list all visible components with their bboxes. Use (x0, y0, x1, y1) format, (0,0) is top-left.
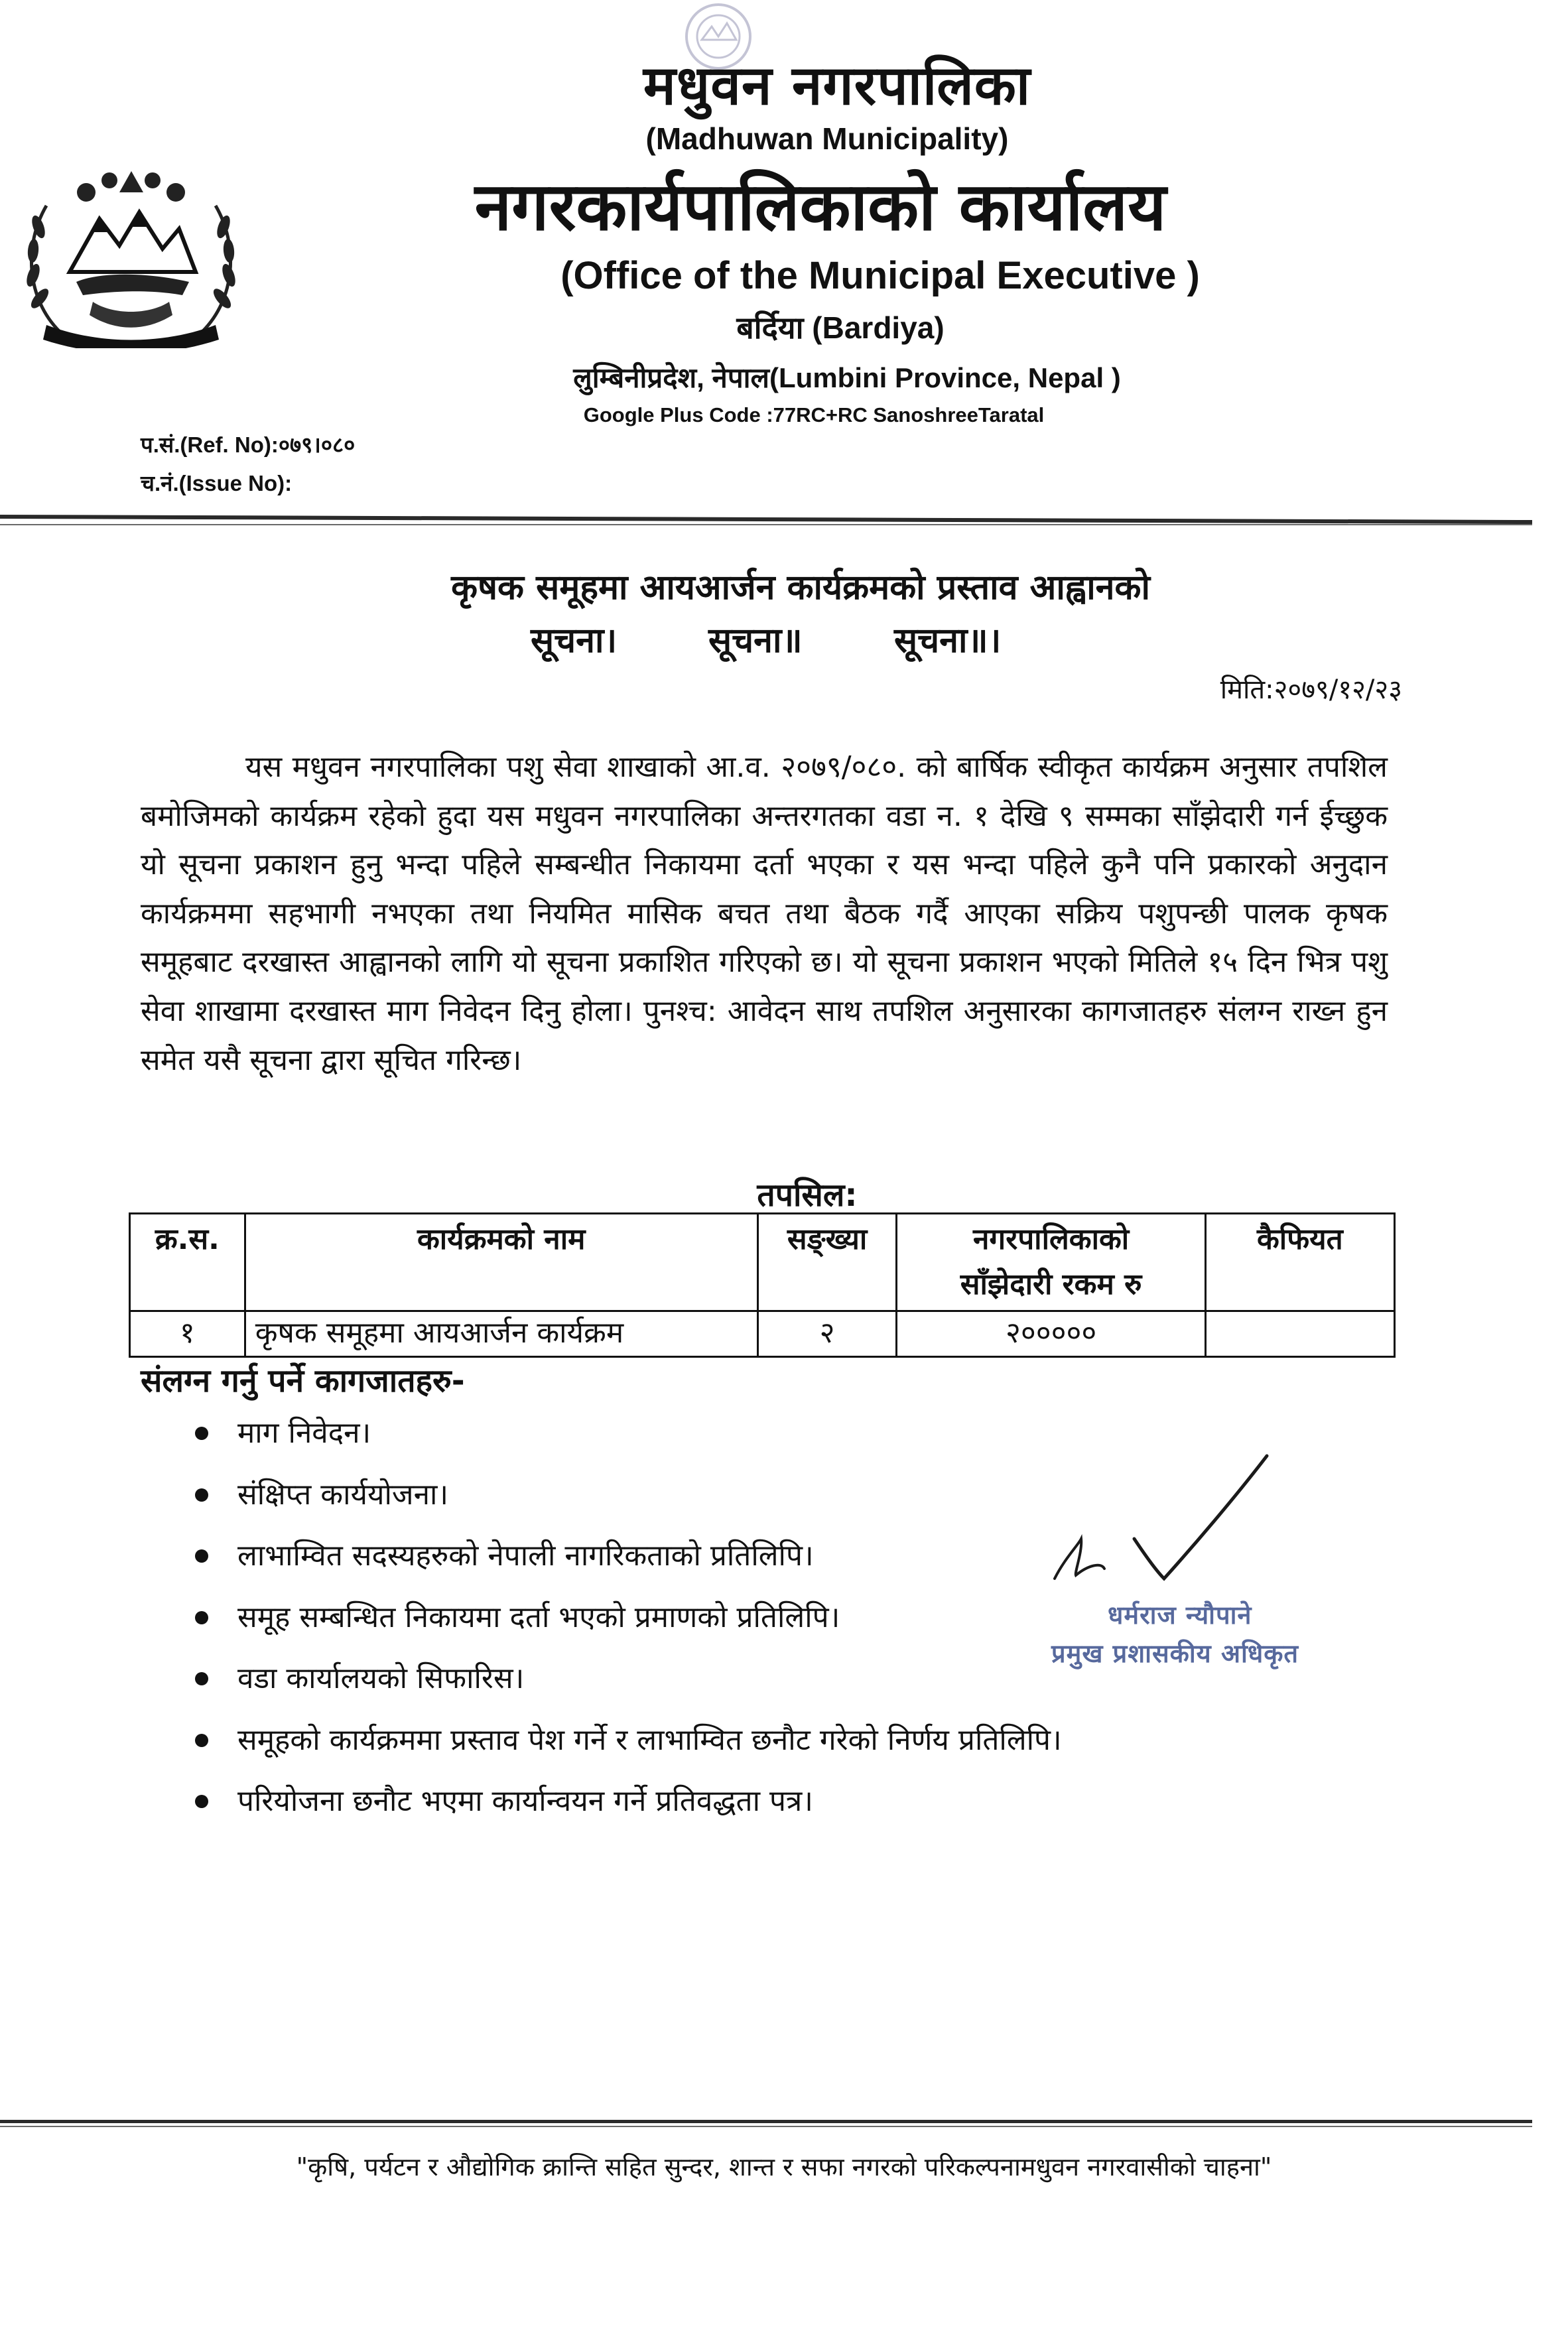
header-count: सङ्ख्या (757, 1214, 897, 1311)
document-item-text: संक्षिप्त कार्ययोजना। (237, 1477, 449, 1512)
list-item (179, 1778, 1062, 1840)
office-name-nepali: नगरकार्यपालिकाको कार्यालय (474, 168, 1167, 245)
list-item (179, 1533, 1062, 1595)
bullet-icon (195, 1488, 208, 1502)
table-caption: तपसिल: (757, 1177, 858, 1214)
bullet-icon (195, 1672, 208, 1685)
documents-list (179, 1410, 1062, 1840)
municipality-name-english: (Madhuwan Municipality) (645, 121, 1009, 156)
header-remarks: कैफियत (1205, 1214, 1394, 1311)
list-item (179, 1410, 1062, 1472)
reference-number: प.सं.(Ref. No):०७९।०८० (141, 432, 356, 457)
row-program-name: कृषक समूहमा आयआर्जन कार्यक्रम (245, 1311, 757, 1357)
table-header-row (130, 1214, 1395, 1311)
program-table (129, 1212, 1396, 1358)
province-name: लुम्बिनीप्रदेश, नेपाल(Lumbini Province, Nepal ) (573, 362, 1121, 393)
bullet-icon (195, 1734, 208, 1747)
notice-subject: कृषक समूहमा आयआर्जन कार्यक्रमको प्रस्ताव आह्वानको (451, 568, 1150, 608)
document-item-text: समूह सम्बन्धित निकायमा दर्ता भएको प्रमाणको प्रतिलिपि। (237, 1600, 840, 1634)
list-item (179, 1717, 1062, 1779)
row-remarks (1205, 1311, 1394, 1357)
bullet-icon (195, 1427, 208, 1440)
signatory-title: प्रमुख प्रशासकीय अधिकृत (1051, 1639, 1299, 1668)
document-item-text: परियोजना छनौट भएमा कार्यान्वयन गर्ने प्रतिवद्धता पत्र। (237, 1784, 813, 1818)
row-count: २ (757, 1311, 897, 1357)
list-item (179, 1595, 1062, 1656)
plus-code: Google Plus Code :77RC+RC SanoshreeTaratal (583, 403, 1045, 426)
municipality-name-nepali: मधुवन नगरपालिका (643, 54, 1031, 117)
notice-heading-1: सूचना। (531, 621, 618, 661)
header-amount-line1: नगरपालिकाको (973, 1222, 1130, 1256)
document-item-text: वडा कार्यालयको सिफारिस। (237, 1662, 525, 1695)
notice-date: मिति:२०७९/१२/२३ (1220, 675, 1402, 705)
footer-slogan: "कृषि, पर्यटन र औद्योगिक क्रान्ति सहित सुन्दर, शान्त र सफा नगरको परिकल्पनामधुवन नगरवासीको चाहना" (296, 2152, 1272, 2182)
district-name: बर्दिया (Bardiya) (736, 310, 945, 345)
row-serial: १ (130, 1311, 245, 1357)
document-item-text: लाभाम्वित सदस्यहरुको नेपाली नागरिकताको प्रतिलिपि। (237, 1539, 814, 1573)
office-name-english: (Office of the Municipal Executive ) (560, 254, 1200, 297)
issue-number: च.नं.(Issue No): (141, 471, 293, 495)
header-amount-line2: साँझेदारी रकम रु (960, 1268, 1142, 1301)
footer-divider-thin (0, 2126, 1532, 2127)
list-item (179, 1656, 1062, 1717)
signature-icon (1041, 1446, 1287, 1605)
notice-body: यस मधुवन नगरपालिका पशु सेवा शाखाको आ.व. २०७९/०८०. को बार्षिक स्वीकृत कार्यक्रम अनुसार तपशिल बमोजिमको कार्यक्रम रहेको हुदा यस मधुवन नगरपालिका अन्तरगतका वडा न. १ देखि ९ सम्मका साँझेदारी गर्न ईच्छुक यो सूचना प्रकाशन हुनु भन्दा पहिले सम्बन्धीत निकायमा दर्ता भएका र यस भन्दा पहिले कुनै पनि प्रकारको अनुदान कार्यक्रममा सहभागी नभएका तथा नियमित मासिक बचत तथा बैठक गर्दै आएका सक्रिय पशुपन्छी पालक कृषक समूहबाट दरखास्त आह्वानको लागि यो सूचना प्रकाशित गरिएको छ। यो सूचना प्रकाशन भएको मितिले १५ दिन भित्र पशु सेवा शाखामा दरखास्त माग निवेदन दिनु होला। पुनश्च: आवेदन साथ तपशिल अनुसारका कागजातहरु संलग्न राख्न हुन समेत यसै सूचना द्वारा सूचित गरिन्छ। (141, 750, 1388, 1077)
header-serial: क्र.स. (130, 1214, 245, 1311)
signatory-name: धर्मराज न्यौपाने (1108, 1600, 1252, 1630)
header-program-name: कार्यक्रमको नाम (245, 1214, 757, 1311)
notice-heading-2: सूचना॥ (708, 621, 803, 661)
document-item-text: माग निवेदन। (237, 1416, 371, 1450)
footer-divider (0, 2120, 1532, 2123)
header-divider-thin (0, 524, 1532, 525)
document-item-text: समूहको कार्यक्रममा प्रस्ताव पेश गर्ने र लाभाम्वित छनौट गरेको निर्णय प्रतिलिपि। (237, 1723, 1062, 1757)
documents-heading: संलग्न गर्नु पर्ने कागजातहरु- (141, 1362, 465, 1400)
list-item (179, 1472, 1062, 1533)
bullet-icon (195, 1611, 208, 1624)
header-amount (897, 1214, 1205, 1311)
row-amount: २००००० (897, 1311, 1205, 1357)
table-row (130, 1311, 1395, 1357)
bullet-icon (195, 1795, 208, 1808)
bullet-icon (195, 1549, 208, 1563)
header-divider (0, 515, 1532, 524)
notice-heading-3: सूचना॥। (894, 621, 1002, 661)
